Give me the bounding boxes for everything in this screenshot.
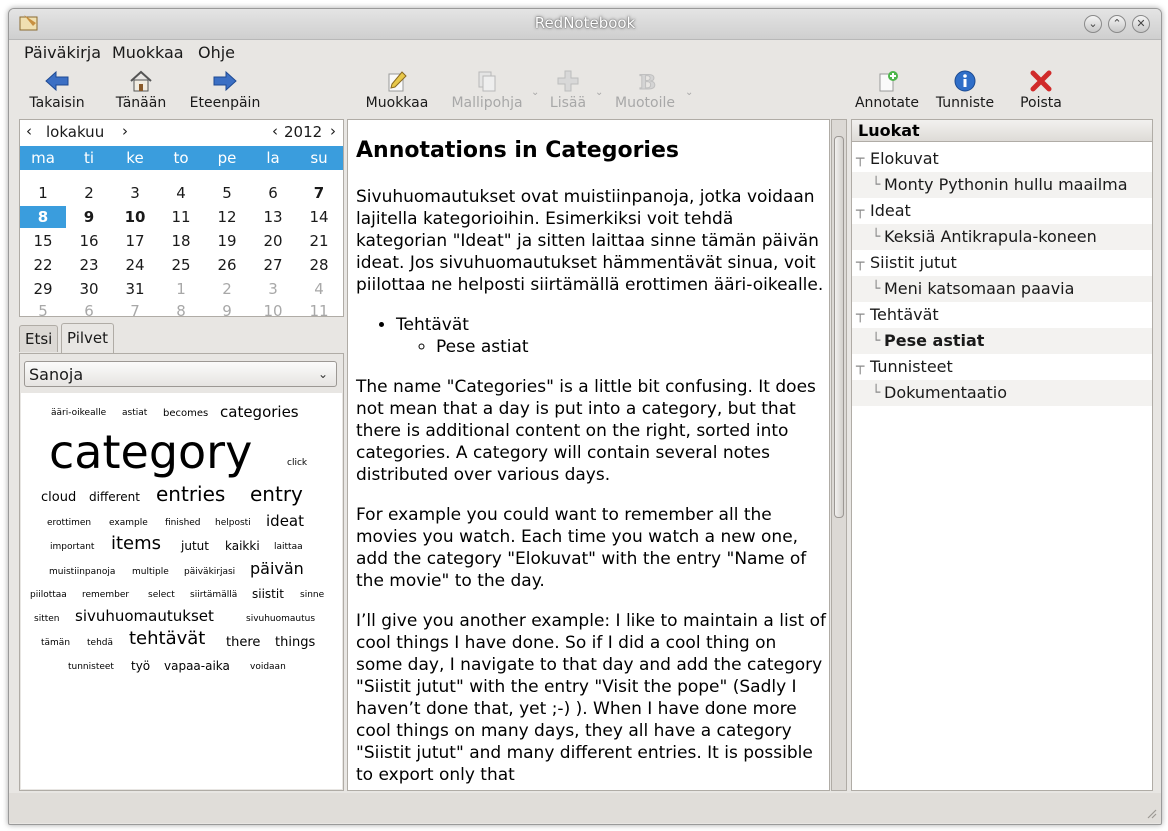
calendar-day[interactable]: 11	[171, 208, 191, 226]
tree-expander-icon[interactable]: ┬	[856, 255, 865, 271]
cloud-word[interactable]: erottimen	[47, 518, 92, 528]
calendar-year: 2012	[284, 123, 323, 141]
category-entry-row[interactable]	[852, 172, 1152, 198]
category-entry-row[interactable]	[852, 328, 1152, 354]
weekday-label: to	[173, 149, 189, 167]
category-row[interactable]	[852, 302, 1152, 328]
template-button[interactable]	[447, 65, 527, 117]
tree-expander-icon[interactable]: ┬	[856, 151, 865, 167]
window-title: RedNotebook	[534, 14, 636, 32]
resize-grip-icon[interactable]	[1145, 807, 1157, 819]
calendar-day[interactable]: 6	[268, 184, 278, 202]
paragraph: I’ll give you another example: I like to maintain a list of cool things I have done. So if I did a cool thing on some day, I navigate to that day and add the category "Siistit jutut" with the entry "Visit the pope" (Sadly I haven’t done that, yet ;-) ). When I have done more cool things on many days, they all have a category "Siistit jutut" and many different entries. It is possible to export only that	[356, 611, 827, 785]
tag-button[interactable]	[929, 65, 1001, 117]
pencil-icon	[384, 69, 410, 93]
calendar-day[interactable]: 29	[33, 280, 53, 298]
cloud-word[interactable]: finished	[165, 518, 201, 528]
calendar-month: lokakuu	[46, 123, 105, 141]
bullet-list	[356, 314, 826, 358]
calendar-day[interactable]: 25	[171, 256, 191, 274]
weekday-label: ma	[31, 149, 55, 167]
cloud-word[interactable]: there	[226, 635, 261, 650]
cloud-word[interactable]: ideat	[266, 512, 304, 530]
prev-month-chevron-icon[interactable]: ‹	[26, 122, 32, 140]
calendar-day[interactable]: 10	[124, 208, 146, 226]
today-button[interactable]	[105, 65, 177, 117]
minimize-button[interactable]	[1084, 15, 1102, 33]
calendar-day[interactable]: 20	[263, 232, 283, 250]
cloud-word[interactable]: becomes	[163, 408, 209, 419]
category-label: Tunnisteet	[870, 357, 953, 376]
tree-line-icon: └	[872, 177, 881, 193]
svg-text:B: B	[639, 70, 656, 93]
calendar-day[interactable]: 24	[125, 256, 145, 274]
chevron-down-icon: ⌄	[317, 367, 328, 381]
cloud-word[interactable]: different	[89, 490, 140, 504]
cloud-word[interactable]: sinne	[300, 590, 325, 600]
tree-line-icon: └	[872, 281, 881, 297]
calendar-day[interactable]: 14	[309, 208, 329, 226]
status-bar	[9, 793, 1161, 823]
calendar-day[interactable]: 31	[125, 280, 145, 298]
prev-year-chevron-icon[interactable]: ‹	[272, 122, 278, 140]
cloud-word[interactable]: categories	[220, 403, 299, 421]
cloud-word[interactable]: important	[50, 542, 95, 552]
cloud-word[interactable]: siirtämällä	[190, 590, 238, 600]
calendar-weekdays	[20, 146, 343, 170]
tab-search[interactable]: Etsi	[19, 325, 58, 352]
cloud-word[interactable]: example	[109, 518, 148, 528]
category-entry: Pese astiat	[884, 331, 985, 350]
list-item	[436, 336, 826, 358]
weekday-label: la	[266, 149, 280, 167]
calendar-day[interactable]: 4	[176, 184, 186, 202]
arrow-left-icon	[44, 69, 70, 93]
preview-content	[356, 138, 826, 791]
cloud-word[interactable]: helposti	[215, 518, 251, 528]
close-button[interactable]	[1132, 15, 1150, 33]
page-title: Annotations in Categories	[356, 138, 679, 163]
back-button[interactable]	[21, 65, 93, 117]
arrow-right-icon	[212, 69, 238, 93]
sub-list	[396, 336, 826, 358]
tree-expander-icon[interactable]: ┬	[856, 307, 865, 323]
calendar-day[interactable]: 5	[222, 184, 232, 202]
category-row[interactable]	[852, 250, 1152, 276]
template-icon	[474, 69, 500, 93]
day-preview[interactable]	[347, 119, 830, 791]
calendar-day-other-month[interactable]: 10	[263, 302, 283, 320]
weekday-label: pe	[217, 149, 237, 167]
calendar-day[interactable]: 21	[309, 232, 329, 250]
weekday-label: ti	[83, 149, 95, 167]
calendar-day[interactable]: 19	[217, 232, 237, 250]
annotate-button[interactable]	[851, 65, 923, 117]
info-icon	[952, 69, 978, 93]
cloud-word[interactable]: piilottaa	[30, 590, 67, 600]
annotate-icon	[874, 69, 900, 93]
calendar-day-other-month[interactable]: 1	[176, 280, 186, 298]
paragraph: The name "Categories" is a little bit confusing. It does not mean that a day is put into a category, but that there is additional content on the right, sorted into categories. A category will contain several notes distributed over various days.	[356, 377, 816, 485]
categories-panel	[851, 119, 1153, 791]
next-month-chevron-icon[interactable]: ›	[122, 122, 128, 140]
weekday-label: ke	[126, 149, 144, 167]
forward-button[interactable]	[185, 65, 265, 117]
format-button[interactable]	[609, 65, 681, 117]
tag-label: Tunniste	[935, 95, 995, 111]
category-row[interactable]	[852, 146, 1152, 172]
cloud-word[interactable]: vapaa-aika	[164, 659, 230, 673]
format-dropdown-chevron-icon[interactable]: ⌄	[685, 87, 694, 98]
categories-header[interactable]: Luokat	[852, 120, 1152, 142]
preview-scrollbar[interactable]	[831, 119, 847, 791]
calendar-day-other-month[interactable]: 3	[268, 280, 278, 298]
calendar-day[interactable]: 13	[263, 208, 283, 226]
forward-label: Eteenpäin	[189, 95, 261, 111]
cloud-word[interactable]: ääri-oikealle	[51, 408, 107, 418]
calendar-day-other-month[interactable]: 11	[309, 302, 329, 320]
calendar-day-other-month[interactable]: 5	[38, 302, 48, 320]
chevron-up-icon: ⌃	[1112, 17, 1122, 30]
cloud-word[interactable]: jutut	[181, 539, 209, 553]
delete-button[interactable]	[1005, 65, 1077, 117]
calendar-day[interactable]: 1	[38, 184, 48, 202]
cloud-word[interactable]: multiple	[132, 567, 169, 577]
delete-x-icon	[1028, 69, 1054, 93]
category-label: Elokuvat	[870, 149, 939, 168]
calendar-day[interactable]: 23	[79, 256, 99, 274]
paragraph: Sivuhuomautukset ovat muistiinpanoja, jotka voidaan lajitella kategorioihin. Esimerkiksi voit tehdä kategorian "Ideat" ja sitten laittaa sinne tämän päivän ideat. Jos sivuhuomautukset hämmentävät sinua, voit piilottaa ne helposti siirtämällä erottimen ääri-oikealle.	[356, 187, 824, 295]
edit-button[interactable]	[361, 65, 433, 117]
cloud-word[interactable]: tunnisteet	[68, 662, 114, 672]
calendar-day-other-month[interactable]: 9	[222, 302, 232, 320]
cloud-word[interactable]: laittaa	[274, 542, 303, 552]
calendar-day[interactable]: 9	[83, 208, 95, 226]
cloud-panel	[19, 353, 344, 791]
cloud-word[interactable]: remember	[82, 590, 130, 600]
cloud-word[interactable]: items	[111, 533, 162, 554]
menu-bar	[9, 40, 1161, 64]
chevron-down-icon: ⌄	[1088, 17, 1098, 30]
calendar-day[interactable]: 26	[217, 256, 237, 274]
tree-expander-icon[interactable]: ┬	[856, 203, 865, 219]
format-label: Muotoile	[615, 95, 675, 111]
cloud-word[interactable]: muistiinpanoja	[49, 567, 116, 577]
app-window	[8, 8, 1162, 825]
cloud-word[interactable]: päivän	[250, 559, 304, 578]
title-bar[interactable]	[9, 9, 1161, 40]
paragraph: For example you could want to remember all the movies you watch. Each time you watch a new one, add the category "Elokuvat" with the entry "Name of the movie" to the day.	[356, 505, 807, 591]
tab-clouds[interactable]: Pilvet	[61, 323, 114, 354]
edit-label: Muokkaa	[365, 95, 429, 111]
category-entry-row[interactable]	[852, 224, 1152, 250]
calendar-day-other-month[interactable]: 6	[84, 302, 94, 320]
scrollbar-thumb[interactable]	[834, 136, 844, 518]
plus-icon	[555, 69, 581, 93]
calendar-day[interactable]: 15	[33, 232, 53, 250]
toolbar	[9, 65, 1161, 117]
calendar-day[interactable]: 18	[171, 232, 191, 250]
category-entry-row[interactable]	[852, 276, 1152, 302]
cloud-word[interactable]: siistit	[252, 587, 284, 601]
calendar-day-selected[interactable]: 8	[20, 206, 66, 228]
tree-line-icon: └	[872, 229, 881, 245]
maximize-button[interactable]	[1108, 15, 1126, 33]
calendar-day-other-month[interactable]: 4	[314, 280, 324, 298]
annotate-label: Annotate	[854, 95, 920, 111]
calendar-day[interactable]: 22	[33, 256, 53, 274]
calendar-day[interactable]: 28	[309, 256, 329, 274]
cloud-type-select[interactable]	[24, 361, 337, 387]
category-label: Siistit jutut	[870, 253, 957, 272]
cloud-word[interactable]: tehtävät	[129, 628, 206, 649]
cloud-word[interactable]: category	[49, 425, 253, 479]
cloud-word[interactable]: entries	[156, 482, 226, 506]
category-label: Tehtävät	[870, 305, 939, 324]
category-entry: Meni katsomaan paavia	[884, 279, 1075, 298]
category-entry: Keksiä Antikrapula-koneen	[884, 227, 1097, 246]
category-row[interactable]	[852, 354, 1152, 380]
add-button[interactable]	[545, 65, 591, 117]
cloud-word[interactable]: astiat	[122, 408, 148, 418]
list-item	[396, 314, 826, 358]
calendar	[19, 119, 344, 320]
calendar-day[interactable]: 30	[79, 280, 99, 298]
tree-line-icon: └	[872, 385, 881, 401]
calendar-day[interactable]: 12	[217, 208, 237, 226]
tree-expander-icon[interactable]: ┬	[856, 359, 865, 375]
word-cloud	[21, 393, 342, 789]
cloud-word[interactable]: sitten	[34, 614, 60, 624]
template-label: Mallipohja	[451, 95, 523, 111]
cloud-word[interactable]: click	[287, 458, 308, 468]
cloud-word[interactable]: sivuhuomautus	[246, 614, 316, 624]
cloud-word[interactable]: päiväkirjasi	[184, 567, 236, 577]
cloud-word[interactable]: things	[275, 635, 316, 650]
calendar-header	[20, 120, 343, 144]
home-icon	[128, 69, 154, 93]
close-icon: ✕	[1136, 17, 1146, 30]
cloud-word[interactable]: sivuhuomautukset	[75, 607, 214, 625]
cloud-type-value: Sanoja	[29, 365, 84, 384]
next-year-chevron-icon[interactable]: ›	[330, 122, 336, 140]
cloud-word[interactable]: tämän	[41, 638, 71, 648]
calendar-day[interactable]: 7	[313, 184, 325, 202]
today-label: Tänään	[115, 95, 167, 111]
calendar-day-other-month[interactable]: 8	[176, 302, 186, 320]
calendar-day[interactable]: 17	[125, 232, 145, 250]
category-label: Ideat	[870, 201, 911, 220]
menu-edit[interactable]: Muokkaa	[112, 43, 184, 62]
category-entry: Dokumentaatio	[884, 383, 1007, 402]
tree-line-icon: └	[872, 333, 881, 349]
calendar-day[interactable]: 2	[84, 184, 94, 202]
back-label: Takaisin	[29, 95, 85, 111]
add-dropdown-chevron-icon[interactable]: ⌄	[595, 87, 604, 98]
cloud-word[interactable]: select	[148, 590, 175, 600]
calendar-day[interactable]: 27	[263, 256, 283, 274]
menu-journal[interactable]: Päiväkirja	[24, 43, 101, 62]
list-item-text: Tehtävät	[396, 315, 469, 335]
cloud-word[interactable]: cloud	[41, 490, 77, 505]
cloud-word[interactable]: kaikki	[225, 539, 260, 553]
cloud-word[interactable]: työ	[131, 659, 151, 673]
weekday-label: su	[310, 149, 328, 167]
category-row[interactable]	[852, 198, 1152, 224]
add-label: Lisää	[549, 95, 587, 111]
cloud-word[interactable]: entry	[250, 482, 303, 506]
calendar-day-other-month[interactable]: 7	[130, 302, 140, 320]
calendar-day[interactable]: 16	[79, 232, 99, 250]
category-entry-row[interactable]	[852, 380, 1152, 406]
list-item-text: Pese astiat	[436, 337, 529, 357]
calendar-day-other-month[interactable]: 2	[222, 280, 232, 298]
category-entry: Monty Pythonin hullu maailma	[884, 175, 1128, 194]
cloud-word[interactable]: tehdä	[87, 638, 113, 648]
delete-label: Poista	[1020, 95, 1062, 111]
calendar-day[interactable]: 3	[130, 184, 140, 202]
menu-help[interactable]: Ohje	[198, 43, 236, 62]
bold-format-icon	[632, 69, 658, 93]
template-dropdown-chevron-icon[interactable]: ⌄	[531, 87, 540, 98]
cloud-word[interactable]: voidaan	[250, 662, 286, 672]
